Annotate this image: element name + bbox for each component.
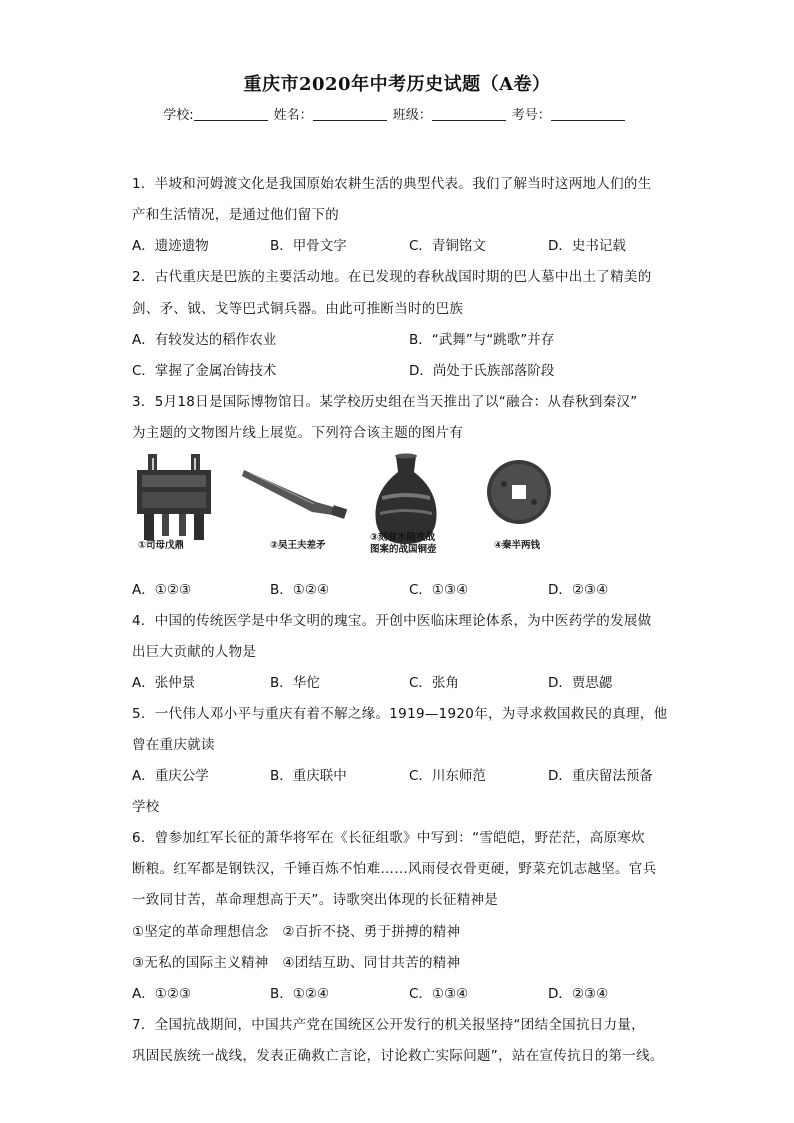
- question-5-stem-line1: 5．一代伟人邓小平与重庆有着不解之缘。1919—1920年，为寻求救国救民的真理，他: [132, 706, 668, 722]
- question-5-option-d-wrap: 学校: [132, 799, 160, 815]
- question-2-stem-line1: 2．古代重庆是巴族的主要活动地。在已发现的春秋战国时期的巴人墓中出土了精美的: [132, 269, 652, 285]
- question-4-option-c: C．张角: [409, 675, 459, 691]
- question-4-option-d: D．贾思勰: [548, 675, 613, 691]
- question-5-option-b: B．重庆联中: [270, 768, 347, 784]
- question-3-stem-line1: 3．5月18日是国际博物馆日。某学校历史组在当天推出了以“融合：从春秋到秦汉”: [132, 394, 638, 410]
- question-1-option-c: C．青铜铭文: [409, 238, 486, 254]
- question-1-option-a: A．遗迹遗物: [132, 238, 209, 254]
- question-6-stem-line2: 断粮。红军都是钢铁汉，千锤百炼不怕难……风雨侵衣骨更硬，野菜充饥志越坚。官兵: [132, 861, 657, 877]
- question-2-option-b: B．“武舞”与“跳歌”并存: [409, 332, 555, 348]
- page-title: 重庆市2020年中考历史试题（A卷）: [243, 74, 551, 95]
- question-3-option-a: A．①②③: [132, 582, 192, 598]
- school-label: 学校:: [163, 108, 194, 123]
- question-5-option-d: D．重庆留法预备: [548, 768, 653, 784]
- school-blank[interactable]: [194, 108, 268, 121]
- question-3-option-d: D．②③④: [548, 582, 609, 598]
- exam-no-label: 考号：: [511, 108, 551, 123]
- question-1-stem-line2: 产和生活情况，是通过他们留下的: [132, 207, 339, 223]
- question-6-items-line1: ①坚定的革命理想信念 ②百折不挠、勇于拼搏的精神: [132, 924, 461, 940]
- student-info-line: [0, 104, 794, 123]
- question-6-option-c: C．①③④: [409, 986, 469, 1002]
- class-label: 班级：: [392, 108, 432, 123]
- question-6-option-d: D．②③④: [548, 986, 609, 1002]
- question-3-stem-line2: 为主题的文物图片线上展览。下列符合该主题的图片有: [132, 425, 464, 441]
- name-blank[interactable]: [313, 108, 387, 121]
- question-4-option-a: A．张仲景: [132, 675, 196, 691]
- question-2-option-c: C．掌握了金属冶铸技术: [132, 363, 277, 379]
- image-caption-3-line2: 图案的战国铜壶: [370, 544, 437, 555]
- question-4-option-b: B．华佗: [270, 675, 320, 691]
- question-5-option-a: A．重庆公学: [132, 768, 209, 784]
- question-7-stem-line2: 巩固民族统一战线，发表正确救亡言论，讨论救亡实际问题”，站在宣传抗日的第一线。: [132, 1048, 664, 1064]
- question-7-stem-line1: 7．全国抗战期间，中国共产党在国统区公开发行的机关报坚持“团结全国抗日力量，: [132, 1017, 645, 1033]
- question-2-option-d: D．尚处于氏族部落阶段: [409, 363, 555, 379]
- question-1-option-b: B．甲骨文字: [270, 238, 347, 254]
- question-4-stem-line1: 4．中国的传统医学是中华文明的瑰宝。开创中医临床理论体系，为中医药学的发展做: [132, 613, 652, 629]
- question-1-stem-line1: 1．半坡和河姆渡文化是我国原始农耕生活的典型代表。我们了解当时这两地人们的生: [132, 176, 652, 192]
- image-caption-4: ④秦半两钱: [494, 540, 541, 551]
- image-caption-1: ①司母戊鼎: [138, 540, 185, 551]
- image-caption-2: ②吴王夫差矛: [270, 540, 326, 551]
- question-1-option-d: D．史书记载: [548, 238, 626, 254]
- image-caption-3-line1: ③刻有水陆攻战: [370, 532, 436, 543]
- question-2-stem-line2: 剑、矛、钺、戈等巴式铜兵器。由此可推断当时的巴族: [132, 301, 464, 317]
- question-3-option-c: C．①③④: [409, 582, 469, 598]
- exam-no-blank[interactable]: [551, 108, 625, 121]
- question-2-option-a: A．有较发达的稻作农业: [132, 332, 277, 348]
- question-3-option-b: B．①②④: [270, 582, 330, 598]
- question-5-option-c: C．川东师范: [409, 768, 486, 784]
- question-6-stem-line3: 一致同甘苦，革命理想高于天”。诗歌突出体现的长征精神是: [132, 892, 499, 908]
- question-6-option-b: B．①②④: [270, 986, 330, 1002]
- question-6-stem-line1: 6．曾参加红军长征的萧华将军在《长征组歌》中写到：“雪皑皑，野茫茫，高原寒炊: [132, 830, 645, 846]
- question-6-items-line2: ③无私的国际主义精神 ④团结互助、同甘共苦的精神: [132, 955, 461, 971]
- name-label: 姓名：: [273, 108, 313, 123]
- question-5-stem-line2: 曾在重庆就读: [132, 737, 215, 753]
- class-blank[interactable]: [432, 108, 506, 121]
- question-6-option-a: A．①②③: [132, 986, 192, 1002]
- question-4-stem-line2: 出巨大贡献的人物是: [132, 644, 257, 660]
